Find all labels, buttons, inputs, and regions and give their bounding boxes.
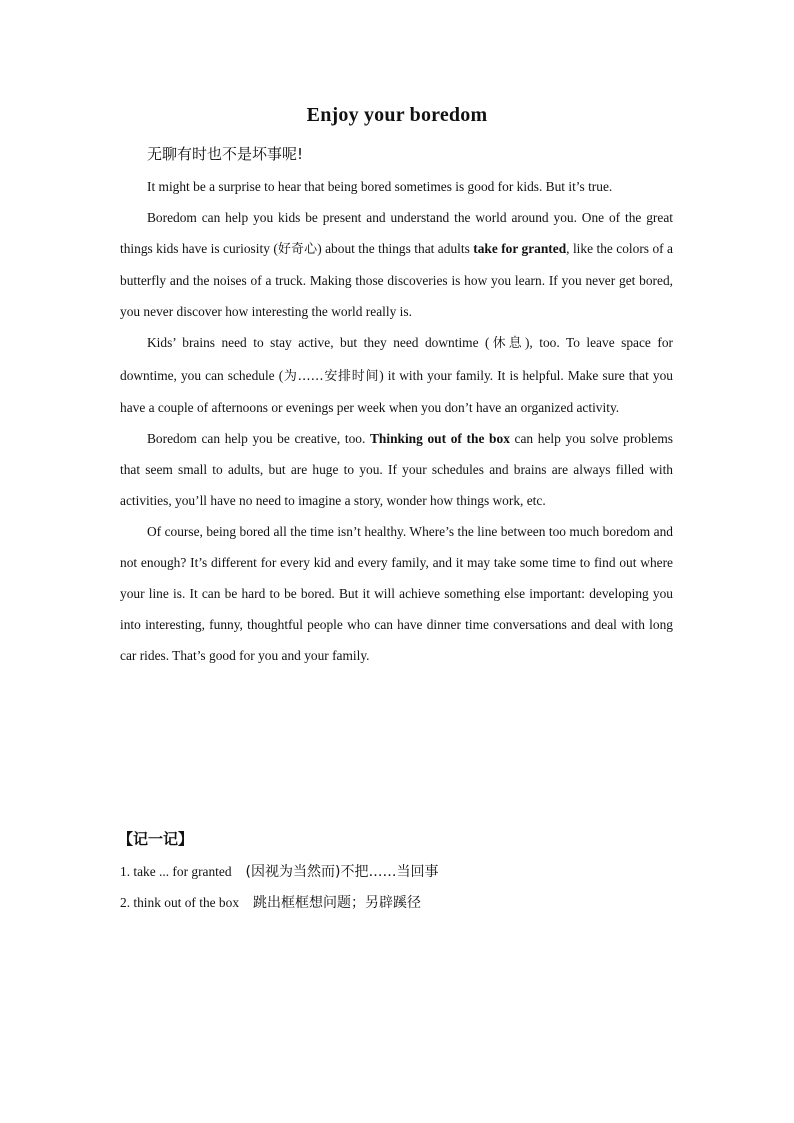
note-chinese-meaning: (因视为当然而)不把……当回事 — [245, 864, 439, 880]
notes-heading: 【记一记】 — [118, 830, 194, 848]
note-chinese-meaning: 跳出框框想问题；另辟蹊径 — [253, 895, 422, 911]
paragraph-3 — [120, 327, 673, 422]
paragraph-4 — [120, 423, 673, 516]
note-english-phrase: 2. think out of the box — [120, 895, 240, 910]
document-subtitle: 无聊有时也不是坏事呢! — [147, 145, 304, 163]
paragraph-2-key-phrase: take for granted — [473, 241, 567, 257]
note-item — [120, 892, 421, 912]
paragraph-4-key-phrase: Thinking out of the box — [369, 430, 510, 446]
paragraph-3-chinese-gloss-1: 休息 — [489, 336, 525, 352]
paragraph-2-text-a: Boredom can help you kids be present and understand the world around you. One of the great things kids have is curiosity ( — [120, 210, 673, 257]
paragraph-4-text-b: can help you solve problems that seem small to adults, but are huge to you. If your schedules and brains are always filled with activities, you’ll have no need to imagine a story, wonder how things work, etc. — [120, 430, 673, 508]
paragraph-3-text-b: ), too. To leave space for downtime, you can schedule ( — [120, 335, 673, 383]
paragraph-3-text-a: Kids’ brains need to stay active, but they need downtime ( — [147, 335, 490, 351]
paragraph-3-text-c: ) it with your family. It is helpful. Make sure that you have a couple of afternoons or evenings per week when you don’t have an organized activity. — [120, 367, 673, 415]
paragraph-2-chinese-gloss: 好奇心 — [277, 242, 318, 258]
paragraph-3-chinese-gloss-2: 为……安排时间 — [283, 368, 380, 384]
note-english-phrase: 1. take ... for granted — [120, 864, 232, 879]
paragraph-2-text-c: , like the colors of a butterfly and the noises of a truck. Making those discoveries is how you learn. If you never get bored, you never discover how interesting the world really is. — [120, 241, 673, 320]
paragraph-4-text-a: Boredom can help you be creative, too. — [147, 430, 370, 446]
article-body — [120, 171, 673, 672]
document-title: Enjoy your boredom — [306, 104, 488, 126]
paragraph-2-text-b: ) about the things that adults — [317, 241, 474, 257]
paragraph-1: It might be a surprise to hear that being bored sometimes is good for kids. But it’s true. — [147, 179, 613, 194]
paragraph-5: Of course, being bored all the time isn’t healthy. Where’s the line between too much boredom and not enough? It’s different for every kid and every family, and it may take some time to find out where your line is. It can be hard to be bored. But it will achieve something else important: developing you into interesting, funny, thoughtful people who can have dinner time conversations and deal with long car rides. That’s good for you and your family. — [120, 524, 673, 664]
paragraph-2 — [120, 202, 673, 327]
note-item — [120, 861, 438, 881]
